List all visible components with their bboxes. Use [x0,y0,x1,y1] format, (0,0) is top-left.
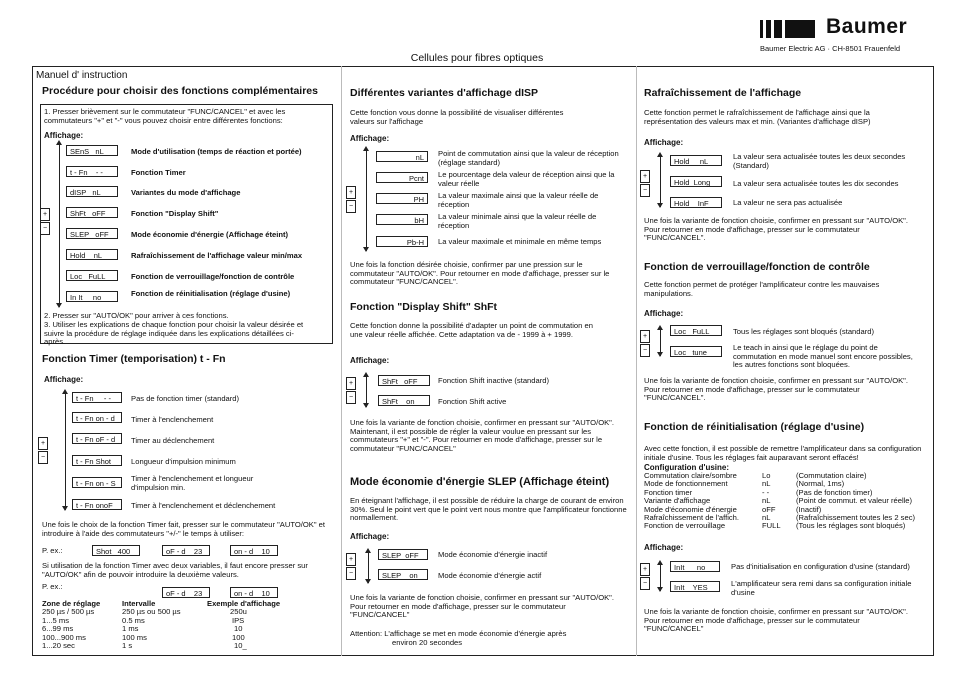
table-cell: oFF [762,504,776,514]
lcd-display: Shot 400 [92,545,140,556]
table-cell: 250 µs / 500 µs [42,607,95,617]
minus-button-icon: − [346,567,356,580]
hold-label: La valeur sera actualisée toutes les dix secondes [733,179,899,188]
table-cell: (Rafraîchissement toutes les 2 sec) [796,513,916,523]
slep-intro: En éteignant l'affichage, il est possible de réduire la charge de courant de environ 30%. Seul le point vert que le point vert nous montre que l'amplificateur fonctionne normallement. [350,496,627,523]
table-cell: 6...99 ms [42,624,74,634]
shft-note: Une fois la variante de fonction choisie, confirmer en pressant sur "AUTO/OK". Maintenant, il est possible de régler la valeur voulue en pressant sur les commutateurs "+" et "-". Pour retourner en mode d'affichage, presser sur le commutateur "FUNC/CANCEL" [350,418,614,453]
disp-label: La valeur maximale ainsi que la valeur réelle de réception [438,191,599,209]
function-label: Fonction "Display Shift" [131,209,219,218]
section-title-disp: Différentes variantes d'affichage dISP [350,87,539,99]
plus-button-icon: + [640,330,650,343]
table-cell: Fonction timer [644,487,693,497]
brand-name: Baumer [826,15,908,38]
table-cell: 1...20 sec [42,641,75,651]
factory-config-table [644,472,934,531]
scroll-line [65,394,66,510]
table-header: Intervalle [122,599,156,608]
table-cell: (Commutation claire) [796,471,867,480]
lcd-display: PH [376,193,428,204]
slep-note: Une fois la variante de fonction choisie, confirmer en pressant sur "AUTO/OK". Pour retourner en mode d'affichage, presser sur le commutateur "FUNC/CANCEL" [350,593,614,620]
function-label: Fonction Timer [131,168,186,177]
table-header: Zone de réglage [42,599,101,608]
table-cell: IPS [232,615,245,625]
lcd-display: ShFt oFF [66,207,118,218]
plus-button-icon: + [640,563,650,576]
table-cell: Mode de fonctionnement [644,479,728,489]
affichage-label: Affichage: [644,543,684,552]
arrow-up-icon [363,146,369,151]
function-label: Fonction de réinitialisation (réglage d'usine) [131,289,291,298]
lcd-display: Loc FuLL [670,325,722,336]
arrow-down-icon [657,203,663,208]
loc-label: Tous les réglages sont bloqués (standard) [733,327,874,336]
lcd-display: ShFt oFF [378,375,430,386]
minus-button-icon: − [38,451,48,464]
scroll-line [366,151,367,251]
arrow-up-icon [62,389,68,394]
arrow-up-icon [363,372,369,377]
lcd-display: InIt YES [670,581,720,592]
table-cell: Variante d'affichage [644,496,711,506]
lcd-display: Pb-H [376,236,428,247]
timer-label: Timer au déclenchement [131,436,215,445]
lcd-display: t - Fn on - S [72,477,122,488]
init-label: L'amplificateur sera remi dans sa configuration initiale d'usine [731,579,912,597]
lcd-display: SEnS nL [66,145,118,156]
disp-note: Une fois la fonction désirée choisie, confirmer par une pression sur le commutateur "AUTO/OK". Pour retourner en mode d'affichage, presser sur le commutateur "FUNC/CANCEL". [350,260,610,287]
init-label: Pas d'initialisation en configuration d'usine (standard) [731,562,910,571]
arrow-down-icon [657,352,663,357]
loc-intro: Cette fonction permet de protéger l'amplificateur contre les mauvaises manipulations. [644,280,880,298]
doc-title: Cellules pour fibres optiques [410,52,544,64]
table-cell: nL [762,513,771,523]
minus-button-icon: − [640,344,650,357]
lcd-display: t - Fn oF - d [72,433,122,444]
lcd-display: t - Fn - - [72,392,122,403]
arrow-up-icon [657,152,663,157]
column-divider [341,66,342,656]
lcd-display: Loc tune [670,346,722,357]
table-cell: (Tous les réglages sont bloqués) [796,521,906,531]
arrow-down-icon [365,579,371,584]
timer-label: Pas de fonction timer (standard) [131,394,240,403]
lcd-display: dISP nL [66,186,118,197]
affichage-label: Affichage: [350,532,390,541]
slep-attention: Attention: L'affichage se met en mode économie d'énergie après [350,629,567,638]
timer-label: Timer à l'enclenchement et déclenchement [131,501,276,510]
disp-label: Point de commutation ainsi que la valeur de réception (réglage standard) [438,149,619,167]
timer-note2: Si utilisation de la fonction Timer avec deux variables, il faut encore presser sur "AUTO/OK" afin de pouvoir introduire la deuxième valeurs. [42,561,308,579]
lcd-display: Hold InF [670,197,722,208]
table-cell: nL [762,479,771,489]
loc-note: Une fois la variante de fonction choisie, confirmer en pressant sur "AUTO/OK". Pour retourner en mode d'affichage, presser sur le commutateur "FUNC/CANCEL". [644,376,908,403]
table-cell: 10_ [234,641,247,651]
table-cell: (Pas de fonction timer) [796,487,873,497]
affichage-label: Affichage: [44,131,84,140]
hold-label: La valeur sera actualisée toutes les deux secondes (Standard) [733,152,906,170]
scroll-line [660,157,661,207]
procedure-step1: 1. Presser brièvement sur le commutateur "FUNC/CANCEL" et avec les commutateurs "+" et "-" vous pouvez choisir entre différentes fonctions: [44,107,286,125]
table-cell: Fonction de verrouillage [644,521,726,531]
timer-note: Une fois le choix de la fonction Timer fait, presser sur le commutateur "AUTO/OK" et introduire à l'aide des commutateurs "+/-" le temps à utiliser: [42,520,325,538]
lcd-display: SLEP on [378,569,428,580]
scroll-line [59,145,60,307]
plus-button-icon: + [40,208,50,221]
slep-label: Mode économie d'énergie actif [438,571,542,580]
arrow-up-icon [657,325,663,330]
affichage-label: Affichage: [350,134,390,143]
lcd-display: InIt no [670,561,720,572]
arrow-up-icon [56,140,62,145]
table-cell: Mode d'économie d'énergie [644,504,737,514]
table-row [42,642,332,650]
lcd-display: In It no [66,291,118,302]
lcd-display: t - Fn onoF [72,499,122,510]
table-cell: Lo [762,471,771,480]
lcd-display: ShFt on [378,395,430,406]
lcd-display: oF - d 23 [162,545,210,556]
arrow-down-icon [363,403,369,408]
shft-label: Fonction Shift inactive (standard) [438,376,550,385]
function-label: Mode économie d'énergie (Affichage éteint) [131,230,289,239]
arrow-up-icon [365,548,371,553]
table-cell: (Point de commut. et valeur réelle) [796,496,913,506]
function-label: Fonction de verrouillage/fonction de contrôle [131,272,295,281]
timer-label: Timer à l'enclenchement et longueur d'impulsion min. [131,474,254,492]
table-cell: Rafraîchissement de l'affich. [644,513,740,523]
table-cell: 100 ms [122,632,147,642]
minus-button-icon: − [346,391,356,404]
function-label: Mode d'utilisation (temps de réaction et portée) [131,147,302,156]
lcd-display: Hold Long [670,176,722,187]
section-title-timer: Fonction Timer (temporisation) t - Fn [42,353,226,365]
table-row [42,634,332,642]
table-cell: 10 [234,624,243,634]
table-cell: 1 ms [122,624,139,634]
affichage-label: Affichage: [644,138,684,147]
procedure-step2: 2. Presser sur "AUTO/OK" pour arriver à ces fonctions. [44,311,229,320]
hold-intro: Cette fonction permet le rafraîchissement de l'affichage ainsi que la représentation des valeurs max et min. (Variantes d'affichage dISP) [644,108,871,126]
lcd-display: t - Fn on - d [72,412,122,423]
section-title-slep: Mode économie d'énergie SLEP (Affichage éteint) [350,476,610,488]
hold-note: Une fois la variante de fonction choisie, confirmer en pressant sur "AUTO/OK". Pour retourner en mode d'affichage, presser sur le commutateur "FUNC/CANCEL". [644,216,908,243]
section-title-procedure: Procédure pour choisir des fonctions complémentaires [42,85,318,97]
config-title: Configuration d'usine: [644,463,730,472]
lcd-display: Loc FuLL [66,270,118,281]
disp-label: Le pourcentage dela valeur de réception ainsi que la valeur réelle [438,170,615,188]
table-cell: Commutation claire/sombre [644,471,737,480]
disp-label: La valeur minimale ainsi que la valeur réelle de réception [438,212,597,230]
table-header: Exemple d'affichage [207,599,281,608]
lcd-display: on - d 10 [230,545,278,556]
hold-label: La valeur ne sera pas actualisée [733,198,843,207]
section-title-shft: Fonction "Display Shift" ShFt [350,301,498,313]
table-row [644,522,934,530]
init-intro: Avec cette fonction, il est possible de remettre l'amplificateur dans sa configuration initiale d'usine. Tous les réglages fait auparavant seront effacés! [644,444,922,462]
minus-button-icon: − [346,200,356,213]
table-row [42,608,332,616]
table-cell: FULL [762,521,781,531]
arrow-down-icon [62,506,68,511]
procedure-box [40,104,333,344]
lcd-display: SLEP oFF [378,549,428,560]
plus-button-icon: + [346,377,356,390]
shft-intro: Cette fonction donne la possibilité d'adapter un point de commutation en une valeur réelle affichée. Cette adaptation va de - 1999 à + 1999. [350,321,593,339]
table-cell: - - [762,487,770,497]
table-cell: 0.5 ms [122,615,145,625]
timer-range-table [42,600,332,650]
disp-intro: Cette fonction vous donne la possibilité de visualiser différentes valeurs sur l'affichage [350,108,564,126]
lcd-display: t - Fn Shot [72,455,122,466]
disp-label: La valeur maximale et minimale en même temps [438,237,602,246]
lcd-display: Hold nL [66,249,118,260]
lcd-display: on - d 10 [230,587,278,598]
table-cell: 250 µs ou 500 µs [122,607,181,617]
function-label: Rafraîchissement de l'affichage valeur min/max [131,251,303,260]
table-cell: 100...900 ms [42,632,86,642]
pex-label: P. ex.: [42,546,63,555]
manual-label: Manuel d' instruction [36,70,128,81]
lcd-display: nL [376,151,428,162]
lcd-display: t - Fn - - [66,166,118,177]
table-cell: nL [762,496,771,506]
table-cell: (Normal, 1ms) [796,479,845,489]
lcd-display: Hold nL [670,155,722,166]
minus-button-icon: − [640,184,650,197]
plus-button-icon: + [346,186,356,199]
arrow-down-icon [56,303,62,308]
plus-button-icon: + [38,437,48,450]
loc-label: Le teach in ainsi que le réglage du point de commutation en mode manuel sont encore possibles, les autres fonctions sont bloquées. [733,343,913,370]
arrow-down-icon [657,587,663,592]
shft-label: Fonction Shift active [438,397,507,406]
timer-label: Timer à l'enclenchement [131,415,214,424]
lcd-display: bH [376,214,428,225]
lcd-display: Pcnt [376,172,428,183]
minus-button-icon: − [640,577,650,590]
table-cell: (Inactif) [796,504,822,514]
arrow-up-icon [657,560,663,565]
section-title-hold: Rafraîchissement de l'affichage [644,87,802,99]
minus-button-icon: − [40,222,50,235]
function-label: Variantes du mode d'affichage [131,188,241,197]
slep-label: Mode économie d'énergie inactif [438,550,548,559]
arrow-down-icon [363,247,369,252]
affichage-label: Affichage: [44,375,84,384]
brand-logo-bars [760,20,820,38]
table-cell: 1 s [122,641,133,651]
lcd-display: oF - d 23 [162,587,210,598]
table-cell: 250u [230,607,247,617]
plus-button-icon: + [346,553,356,566]
affichage-label: Affichage: [644,309,684,318]
table-row [42,617,332,625]
table-cell: 1...5 ms [42,615,70,625]
init-note: Une fois la variante de fonction choisie, confirmer en pressant sur "AUTO/OK". Pour retourner en mode d'affichage, presser sur le commutateur "FUNC/CANCEL" [644,607,908,634]
column-divider [636,66,637,656]
section-title-loc: Fonction de verrouillage/fonction de contrôle [644,261,870,273]
lcd-display: SLEP oFF [66,228,118,239]
plus-button-icon: + [640,170,650,183]
table-cell: 100 [232,632,245,642]
slep-attention-2: environ 20 secondes [392,638,463,647]
procedure-step3: 3. Utiliser les explications de chaque fonction pour choisir la valeur désirée et suivre la procédure de réglage indiquée dans les explications détaillées ci-après. [44,320,304,347]
pex-label: P. ex.: [42,582,63,591]
section-title-init: Fonction de réinitialisation (réglage d'usine) [644,421,865,433]
affichage-label: Affichage: [350,356,390,365]
company-address: Baumer Electric AG · CH-8501 Frauenfeld [760,44,901,53]
timer-label: Longueur d'impulsion minimum [131,457,236,466]
